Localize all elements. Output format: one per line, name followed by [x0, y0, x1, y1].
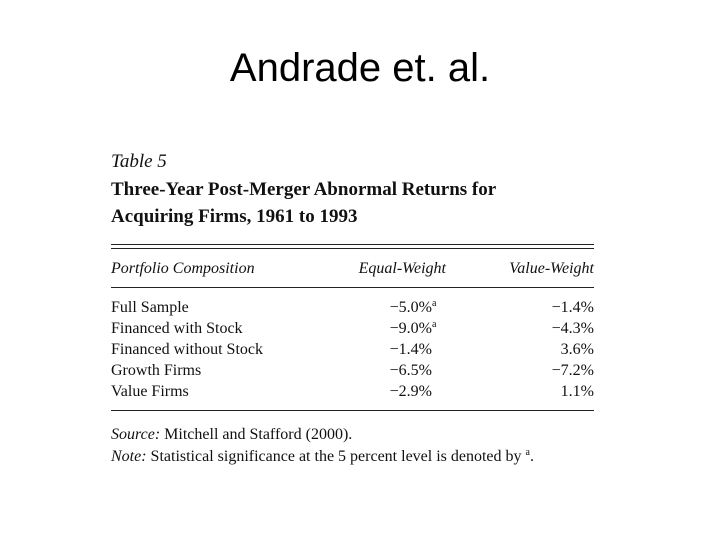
top-double-rule: [111, 244, 594, 249]
row-name: Value Firms: [111, 383, 189, 400]
equal-weight-value: −1.4%: [389, 341, 432, 358]
equal-weight-cell: [346, 360, 446, 381]
table-heading-line-2: Acquiring Firms, 1961 to 1993: [111, 206, 358, 227]
value-weight-cell: 1.1%: [560, 383, 594, 400]
note-line: [111, 446, 594, 468]
table-block: [111, 150, 594, 468]
table-heading-line-1: Three-Year Post-Merger Abnormal Returns for: [111, 179, 497, 200]
source-label: Source:: [111, 426, 161, 443]
table-body: [111, 288, 594, 410]
equal-weight-cell: [346, 339, 446, 360]
row-name: Full Sample: [111, 299, 189, 316]
source-line: [111, 424, 594, 446]
value-weight-cell: −4.3%: [551, 320, 594, 337]
equal-weight-cell: [346, 381, 446, 402]
note-significance-marker: a: [525, 447, 530, 458]
table-notes: [111, 424, 594, 468]
value-weight-cell: 3.6%: [560, 341, 594, 358]
column-header-portfolio: Portfolio Composition: [111, 260, 255, 277]
table-row: [111, 297, 594, 318]
table-row: [111, 381, 594, 402]
equal-weight-value: −6.5%: [389, 362, 432, 379]
column-header-row: [111, 251, 594, 287]
row-name: Financed with Stock: [111, 320, 243, 337]
table-row: [111, 318, 594, 339]
equal-weight-cell: [346, 297, 446, 318]
column-header-equal-weight: Equal-Weight: [358, 260, 446, 277]
significance-marker: a: [432, 298, 437, 309]
value-weight-cell: −1.4%: [551, 299, 594, 316]
note-text: Statistical significance at the 5 percent level is denoted by: [146, 448, 526, 465]
column-header-value-weight: Value-Weight: [509, 260, 594, 277]
note-label: Note:: [111, 448, 147, 465]
equal-weight-value: −2.9%: [389, 383, 432, 400]
table-label: Table 5: [111, 151, 167, 172]
equal-weight-value: −5.0%: [389, 299, 432, 316]
row-name: Growth Firms: [111, 362, 202, 379]
value-weight-cell: −7.2%: [551, 362, 594, 379]
table-row: [111, 339, 594, 360]
bottom-rule: [111, 410, 594, 411]
source-text: Mitchell and Stafford (2000).: [160, 426, 353, 443]
equal-weight-value: −9.0%: [389, 320, 432, 337]
note-end: .: [529, 448, 534, 465]
equal-weight-cell: [346, 318, 446, 339]
significance-marker: a: [432, 319, 437, 330]
table-row: [111, 360, 594, 381]
slide-title: Andrade et. al.: [229, 46, 491, 90]
row-name: Financed without Stock: [111, 341, 263, 358]
